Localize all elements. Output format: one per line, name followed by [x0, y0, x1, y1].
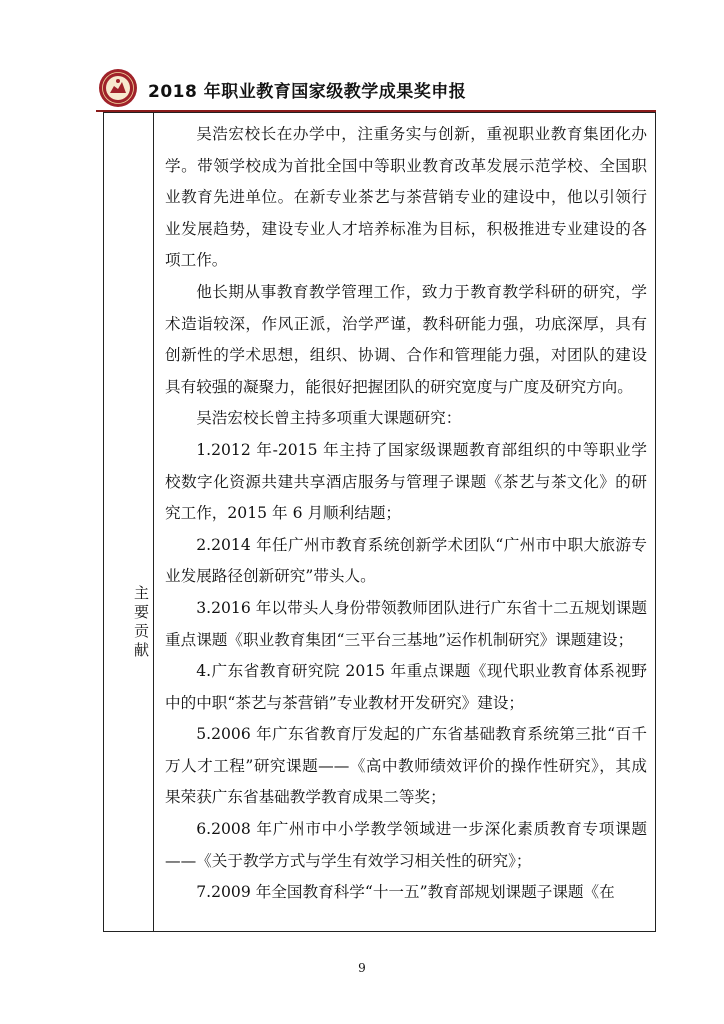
contribution-table [103, 112, 656, 932]
content-cell [154, 113, 655, 931]
header-title: 2018 年职业教育国家级教学成果奖申报 [148, 82, 467, 102]
paragraph: 4.广东省教育研究院 2015 年重点课题《现代职业教育体系视野中的中职“茶艺与茶营销”专业教材开发研究》建设； [165, 662, 647, 712]
paragraph: 吴浩宏校长曾主持多项重大课题研究： [196, 409, 462, 428]
paragraph: 3.2016 年以带头人身份带领教师团队进行广东省十二五规划课题重点课题《职业教育集团“三平台三基地”运作机制研究》课题建设； [165, 598, 647, 649]
page-header [96, 66, 656, 112]
paragraph: 7.2009 年全国教育科学“十一五”教育部规划课题子课题《在 [196, 883, 615, 902]
label-cell [104, 113, 154, 931]
row-label: 主要贡献 [132, 585, 150, 661]
paragraph: 他长期从事教育教学管理工作，致力于教育教学科研的研究，学术造诣较深，作风正派，治学严谨，教科研能力强，功底深厚，具有创新性的学术思想，组织、协调、合作和管理能力强，对团队的建设具有较强的凝聚力，能很好把握团队的研究宽度与广度及研究方向。 [165, 282, 647, 396]
content-text [165, 119, 647, 909]
paragraph: 5.2006 年广东省教育厅发起的广东省基础教育系统第三批“百千万人才工程”研究课题——《高中教师绩效评价的操作性研究》，其成果荣获广东省基础教学教育成果二等奖； [165, 725, 647, 807]
paragraph: 1.2012 年-2015 年主持了国家级课题教育部组织的中等职业学校数字化资源共建共享酒店服务与管理子课题《茶艺与茶文化》的研究工作，2015 年 6 月顺利结题； [165, 440, 647, 523]
paragraph: 吴浩宏校长在办学中，注重务实与创新，重视职业教育集团化办学。带领学校成为首批全国中等职业教育改革发展示范学校、全国职业教育先进单位。在新专业茶艺与茶营销专业的建设中，他以引领行业发展趋势，建设专业人才培养标准为目标，积极推进专业建设的各项工作。 [165, 125, 647, 270]
school-seal-icon [98, 68, 138, 108]
page-number: 9 [358, 961, 366, 975]
paragraph: 2.2014 年任广州市教育系统创新学术团队“广州市中职大旅游专业发展路径创新研究”带头人。 [165, 535, 647, 586]
paragraph: 6.2008 年广州市中小学教学领域进一步深化素质教育专项课题——《关于教学方式与学生有效学习相关性的研究》； [165, 820, 647, 870]
